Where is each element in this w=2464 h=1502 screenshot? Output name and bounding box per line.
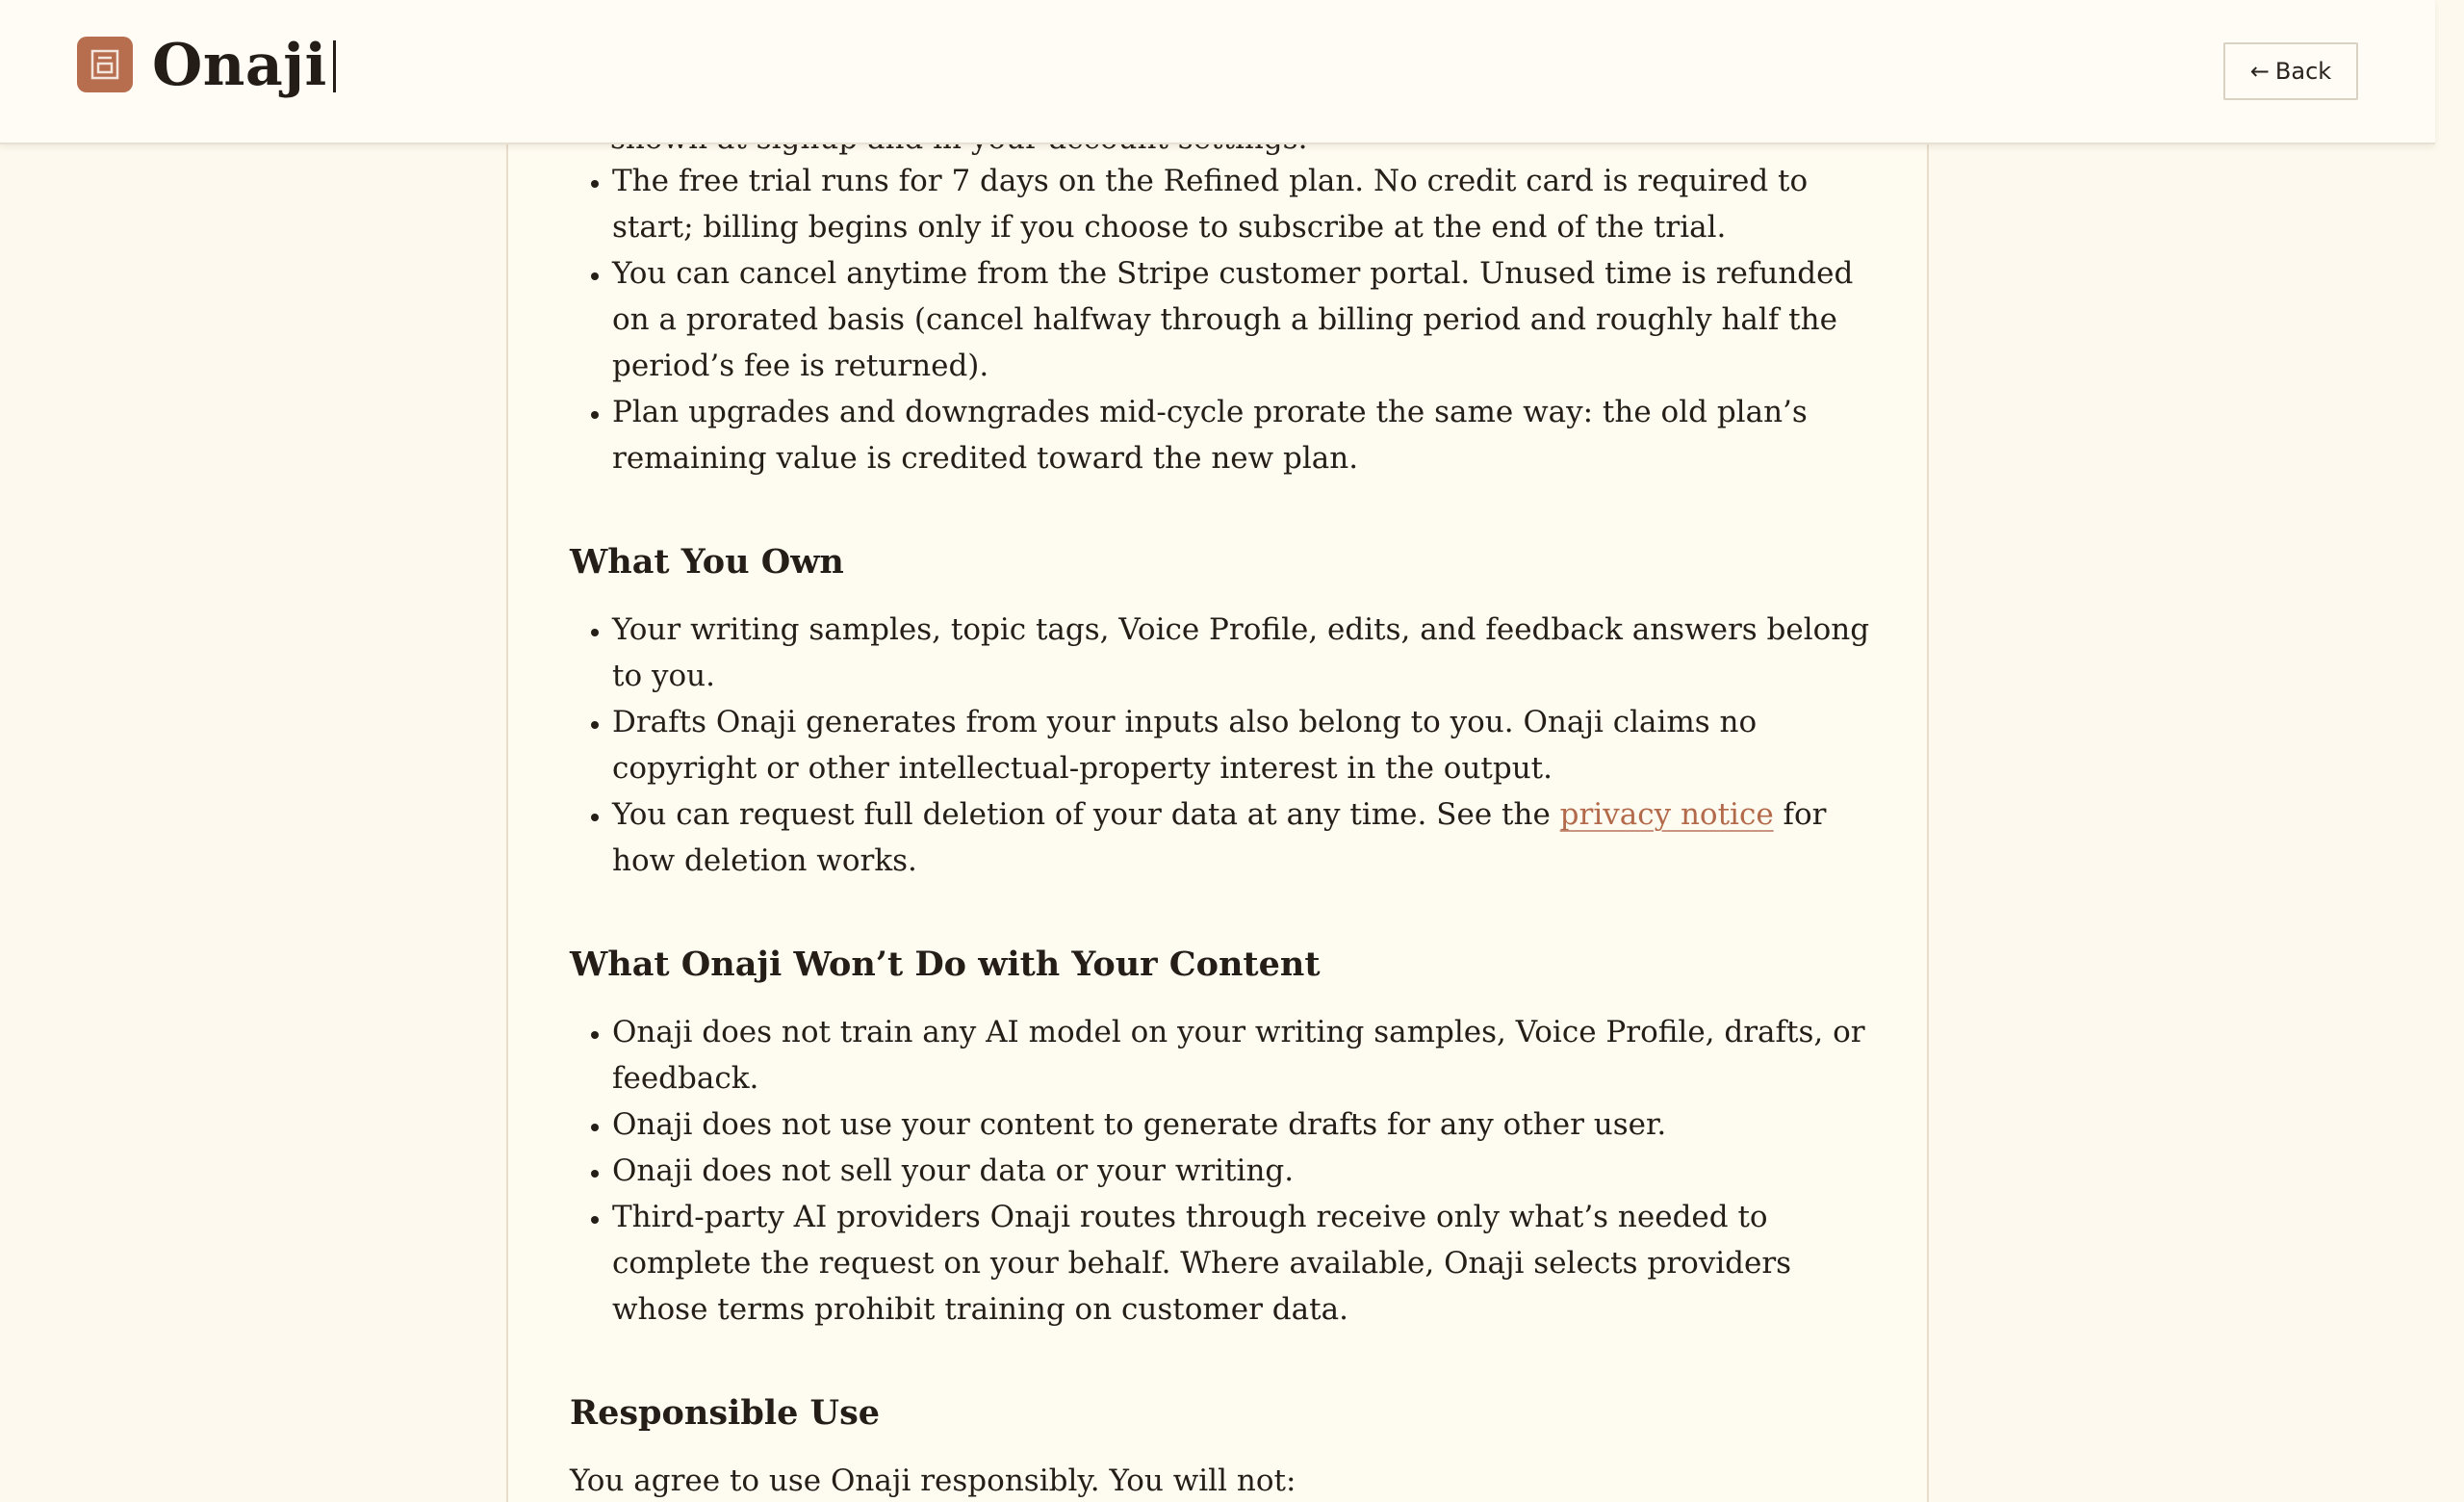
own-list: [570, 607, 1879, 884]
responsible-use-intro: You agree to use Onaji responsibly. You will not:: [570, 1463, 1296, 1498]
list-item: • The free trial runs for 7 days on the Refined plan. No credit card is required to start; billing begins only if you choose to subscribe at the end of the trial.: [612, 158, 1879, 250]
billing-list: [570, 158, 1879, 481]
brand-name[interactable]: [152, 23, 336, 108]
top-header: [0, 0, 2435, 144]
list-item-text: for how deletion works.: [612, 797, 1827, 878]
list-item: • Your writing samples, topic tags, Voice Profile, edits, and feedback answers belong to you.: [612, 607, 1879, 699]
list-item: • Onaji does not sell your data or your writing.: [612, 1148, 1879, 1194]
list-item-text: You can request full deletion of your data at any time. See the: [612, 797, 1560, 832]
list-item: [612, 791, 1879, 884]
list-item: • Onaji does not use your content to generate drafts for any other user.: [612, 1101, 1879, 1148]
wont-list: [570, 1009, 1879, 1333]
list-item: • Plan upgrades and downgrades mid-cycle prorate the same way: the old plan’s remaining value is credited toward the new plan.: [612, 389, 1879, 481]
brand-text: Onaji: [152, 32, 327, 99]
section-heading-what-you-own: What You Own: [570, 542, 844, 582]
privacy-notice-link[interactable]: privacy notice: [1559, 797, 1774, 832]
document-body: [570, 158, 1879, 1502]
text-caret: [333, 40, 336, 92]
section-heading-responsible-use: Responsible Use: [570, 1393, 881, 1433]
back-arrow-icon: ←: [2249, 58, 2270, 85]
list-item: • You can cancel anytime from the Stripe customer portal. Unused time is refunded on a prorated basis (cancel halfway through a billing period and roughly half the period’s fee is returned).: [612, 250, 1879, 389]
back-button[interactable]: [2223, 42, 2358, 100]
list-item: • Drafts Onaji generates from your inputs also belong to you. Onaji claims no copyright or other intellectual-property interest in the output.: [612, 699, 1879, 791]
section-heading-wont-do: What Onaji Won’t Do with Your Content: [570, 945, 1321, 984]
back-button-label: Back: [2274, 58, 2332, 85]
list-item: • Onaji does not train any AI model on your writing samples, Voice Profile, drafts, or feedback.: [612, 1009, 1879, 1101]
terms-document: [506, 0, 1929, 1502]
brand-logo-icon[interactable]: [77, 37, 133, 92]
list-item: • Third-party AI providers Onaji routes through receive only what’s needed to complete the request on your behalf. Where available, Onaji selects providers whose terms prohibit training on customer data.: [612, 1194, 1879, 1333]
